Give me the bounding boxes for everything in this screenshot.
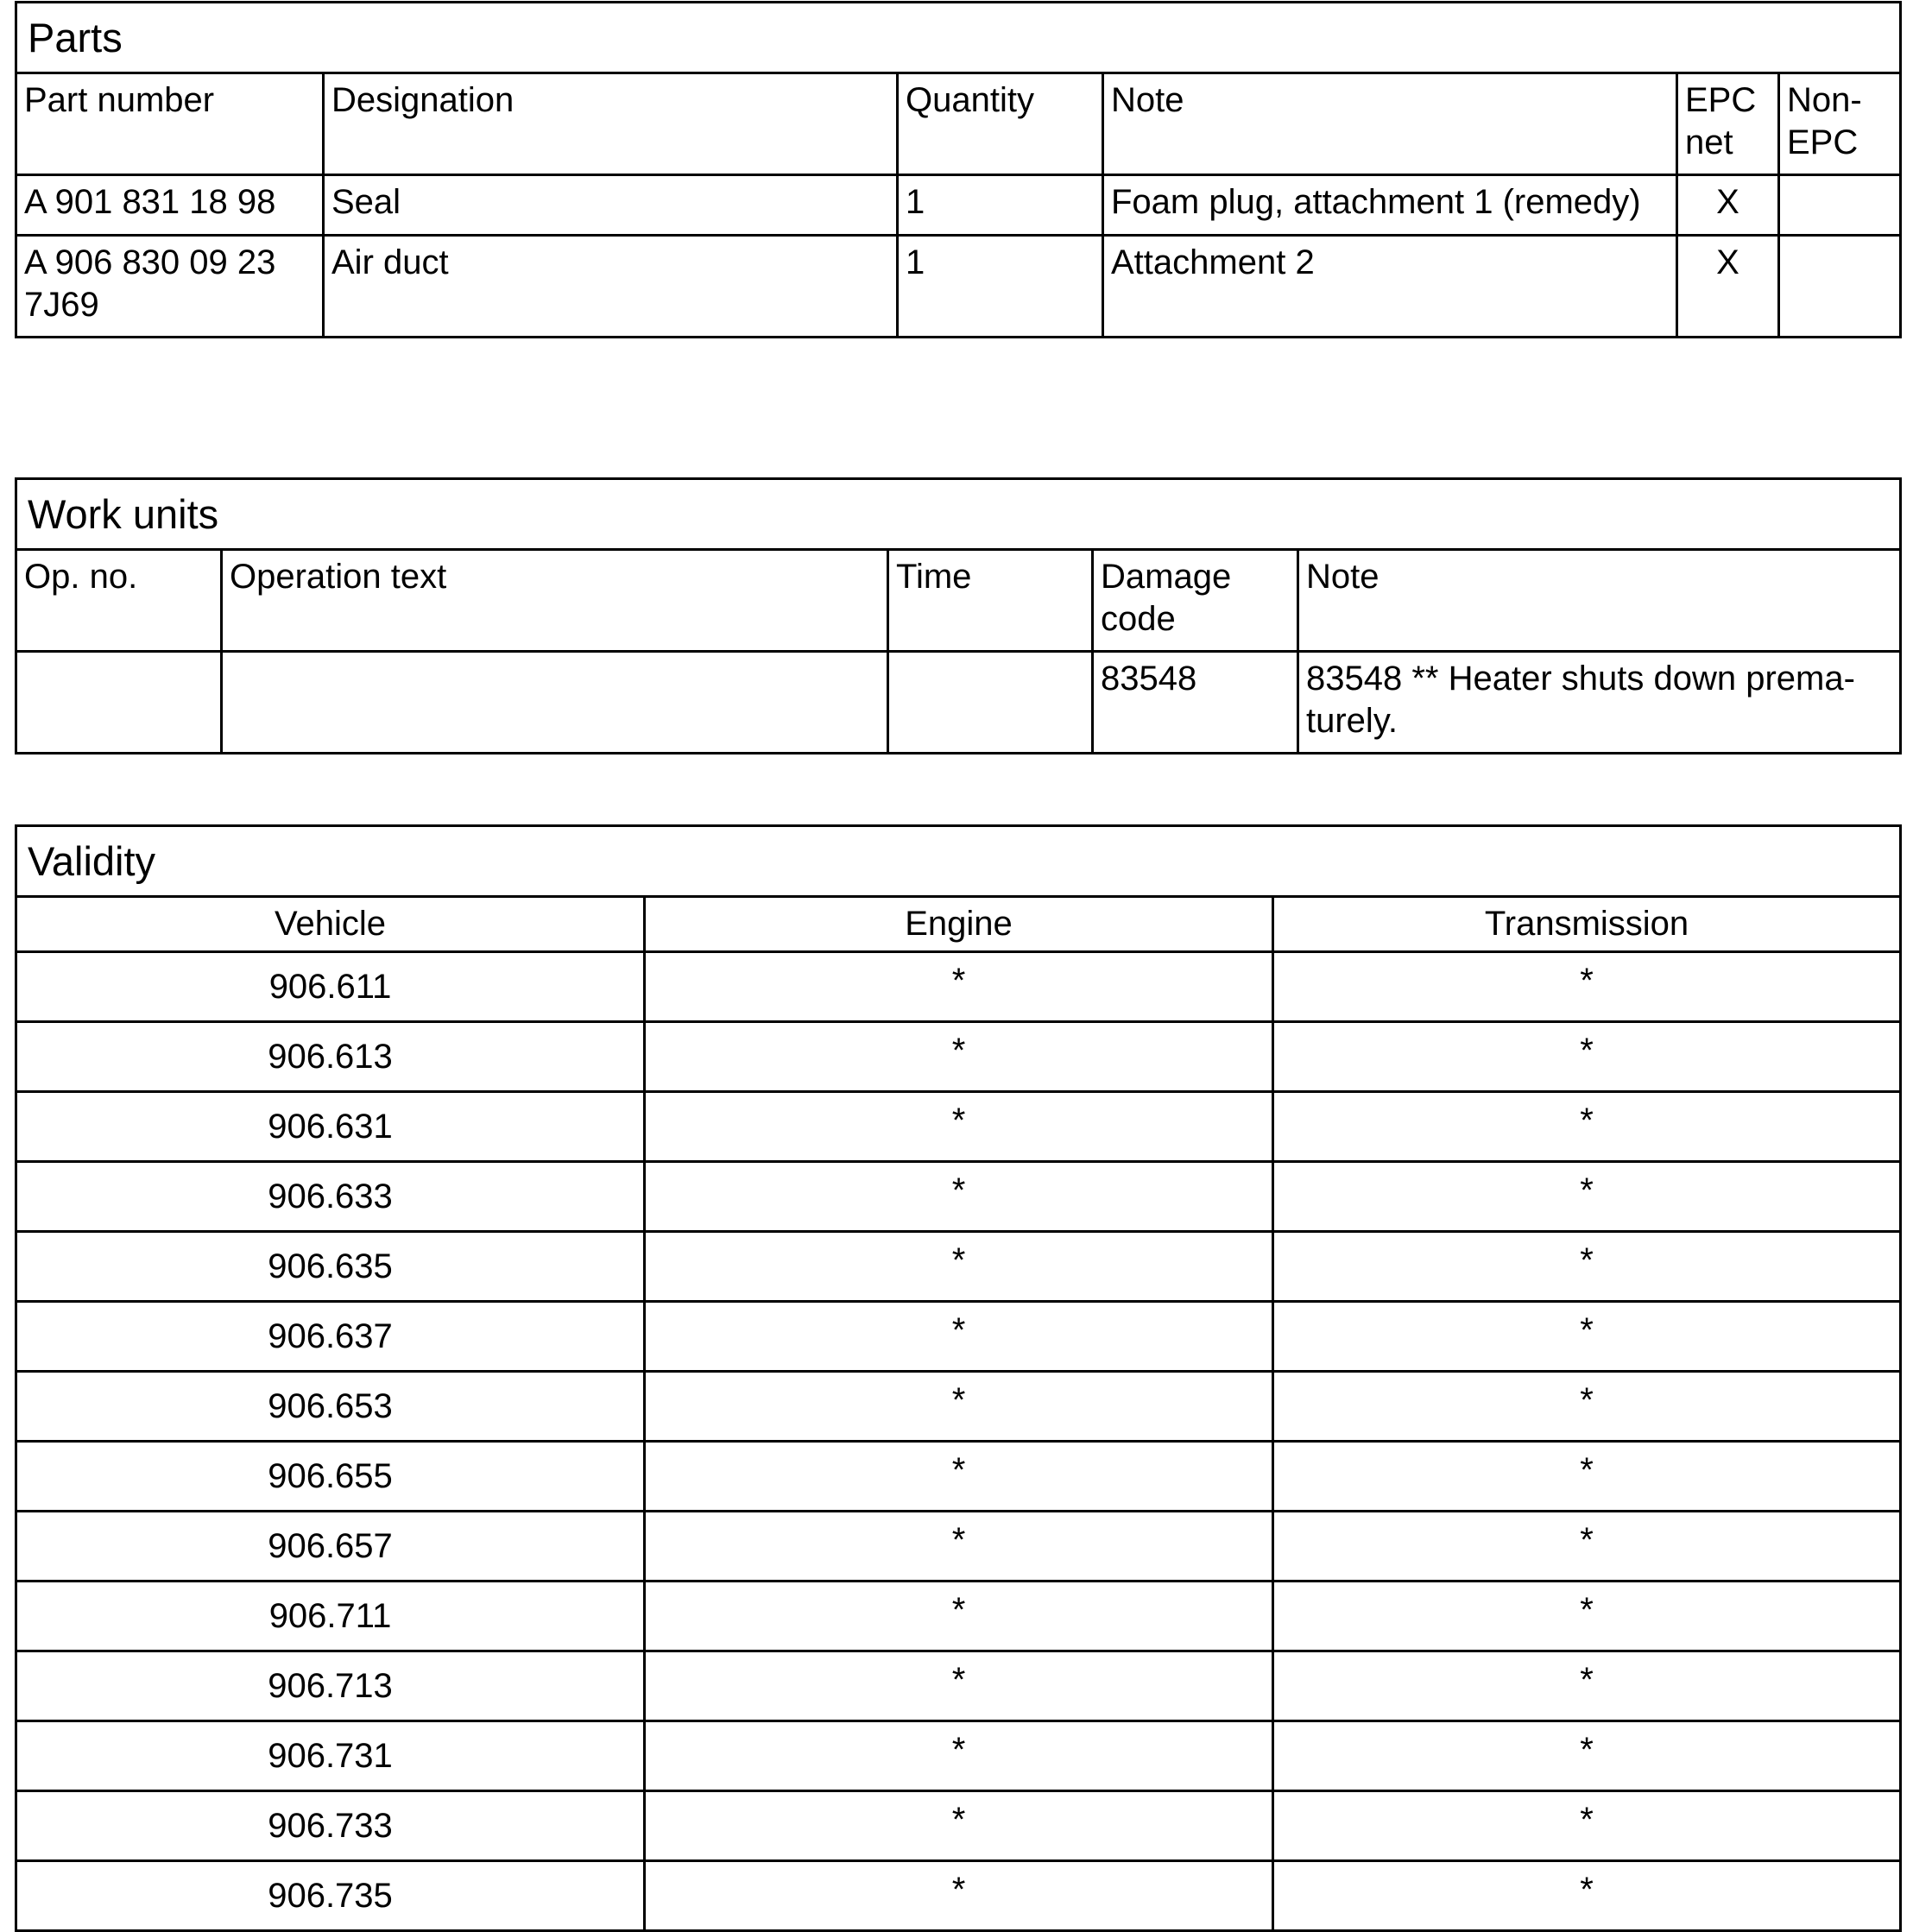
engine-cell: * (645, 1092, 1273, 1162)
engine-cell: * (645, 1651, 1273, 1721)
header-note: Note (1103, 73, 1677, 175)
table-row (16, 952, 1901, 1022)
vehicle-cell: 906.631 (16, 1092, 645, 1162)
transmission-cell: * (1273, 1022, 1901, 1092)
transmission-cell: * (1273, 1582, 1901, 1651)
engine-cell: * (645, 1232, 1273, 1302)
header-operation-text: Operation text (222, 550, 888, 652)
transmission-cell: * (1273, 1861, 1901, 1931)
work-units-title-row (16, 479, 1901, 550)
table-row (16, 1092, 1901, 1162)
header-note: Note (1298, 550, 1901, 652)
engine-cell: * (645, 1372, 1273, 1442)
designation-cell: Air duct (324, 236, 898, 338)
transmission-cell: * (1273, 1302, 1901, 1372)
table-row (16, 1232, 1901, 1302)
header-epc-net: EPC net (1677, 73, 1779, 175)
vehicle-cell: 906.731 (16, 1721, 645, 1791)
validity-title-row (16, 826, 1901, 897)
op-no-cell (16, 652, 222, 754)
vehicle-cell: 906.655 (16, 1442, 645, 1512)
vehicle-cell: 906.711 (16, 1582, 645, 1651)
transmission-cell: * (1273, 1651, 1901, 1721)
vehicle-cell: 906.613 (16, 1022, 645, 1092)
quantity-cell: 1 (898, 175, 1103, 236)
engine-cell: * (645, 1022, 1273, 1092)
transmission-cell: * (1273, 1162, 1901, 1232)
designation-cell: Seal (324, 175, 898, 236)
table-row (16, 1302, 1901, 1372)
transmission-cell: * (1273, 1232, 1901, 1302)
header-vehicle: Vehicle (16, 897, 645, 952)
table-row (16, 652, 1901, 754)
engine-cell: * (645, 1442, 1273, 1512)
header-op-no: Op. no. (16, 550, 222, 652)
vehicle-cell: 906.657 (16, 1512, 645, 1582)
vehicle-cell: 906.611 (16, 952, 645, 1022)
note-cell: 83548 ** Heater shuts down prema- turely. (1298, 652, 1901, 754)
vehicle-cell: 906.735 (16, 1861, 645, 1931)
operation-text-cell (222, 652, 888, 754)
table-row (16, 236, 1901, 338)
transmission-cell: * (1273, 1442, 1901, 1512)
parts-title: Parts (16, 3, 1901, 73)
transmission-cell: * (1273, 1092, 1901, 1162)
header-designation: Designation (324, 73, 898, 175)
header-transmission: Transmission (1273, 897, 1901, 952)
work-units-header-row (16, 550, 1901, 652)
engine-cell: * (645, 1721, 1273, 1791)
transmission-cell: * (1273, 1372, 1901, 1442)
parts-table (15, 1, 1902, 338)
table-row (16, 1162, 1901, 1232)
engine-cell: * (645, 952, 1273, 1022)
quantity-cell: 1 (898, 236, 1103, 338)
time-cell (888, 652, 1093, 754)
table-row (16, 1372, 1901, 1442)
engine-cell: * (645, 1582, 1273, 1651)
work-units-title: Work units (16, 479, 1901, 550)
vehicle-cell: 906.637 (16, 1302, 645, 1372)
part-number-cell: A 901 831 18 98 (16, 175, 324, 236)
validity-header-row (16, 897, 1901, 952)
table-row (16, 1861, 1901, 1931)
transmission-cell: * (1273, 1791, 1901, 1861)
transmission-cell: * (1273, 952, 1901, 1022)
engine-cell: * (645, 1512, 1273, 1582)
header-time: Time (888, 550, 1093, 652)
work-units-table (15, 477, 1902, 754)
non-epc-cell (1779, 236, 1901, 338)
vehicle-cell: 906.653 (16, 1372, 645, 1442)
note-cell: Foam plug, attachment 1 (remedy) (1103, 175, 1677, 236)
vehicle-cell: 906.635 (16, 1232, 645, 1302)
note-cell: Attachment 2 (1103, 236, 1677, 338)
engine-cell: * (645, 1302, 1273, 1372)
table-row (16, 1022, 1901, 1092)
transmission-cell: * (1273, 1512, 1901, 1582)
parts-header-row (16, 73, 1901, 175)
table-row (16, 175, 1901, 236)
header-damage-code: Damage code (1093, 550, 1298, 652)
validity-table (15, 824, 1902, 1932)
table-row (16, 1721, 1901, 1791)
header-engine: Engine (645, 897, 1273, 952)
vehicle-cell: 906.633 (16, 1162, 645, 1232)
damage-code-cell: 83548 (1093, 652, 1298, 754)
header-non-epc: Non- EPC (1779, 73, 1901, 175)
table-row (16, 1791, 1901, 1861)
table-row (16, 1651, 1901, 1721)
epc-net-cell: X (1677, 175, 1779, 236)
validity-rows (16, 952, 1901, 1931)
part-number-cell: A 906 830 09 23 7J69 (16, 236, 324, 338)
epc-net-cell: X (1677, 236, 1779, 338)
vehicle-cell: 906.713 (16, 1651, 645, 1721)
table-row (16, 1582, 1901, 1651)
engine-cell: * (645, 1162, 1273, 1232)
vehicle-cell: 906.733 (16, 1791, 645, 1861)
non-epc-cell (1779, 175, 1901, 236)
transmission-cell: * (1273, 1721, 1901, 1791)
validity-title: Validity (16, 826, 1901, 897)
engine-cell: * (645, 1861, 1273, 1931)
parts-title-row (16, 3, 1901, 73)
table-row (16, 1442, 1901, 1512)
header-quantity: Quantity (898, 73, 1103, 175)
table-row (16, 1512, 1901, 1582)
engine-cell: * (645, 1791, 1273, 1861)
header-part-number: Part number (16, 73, 324, 175)
